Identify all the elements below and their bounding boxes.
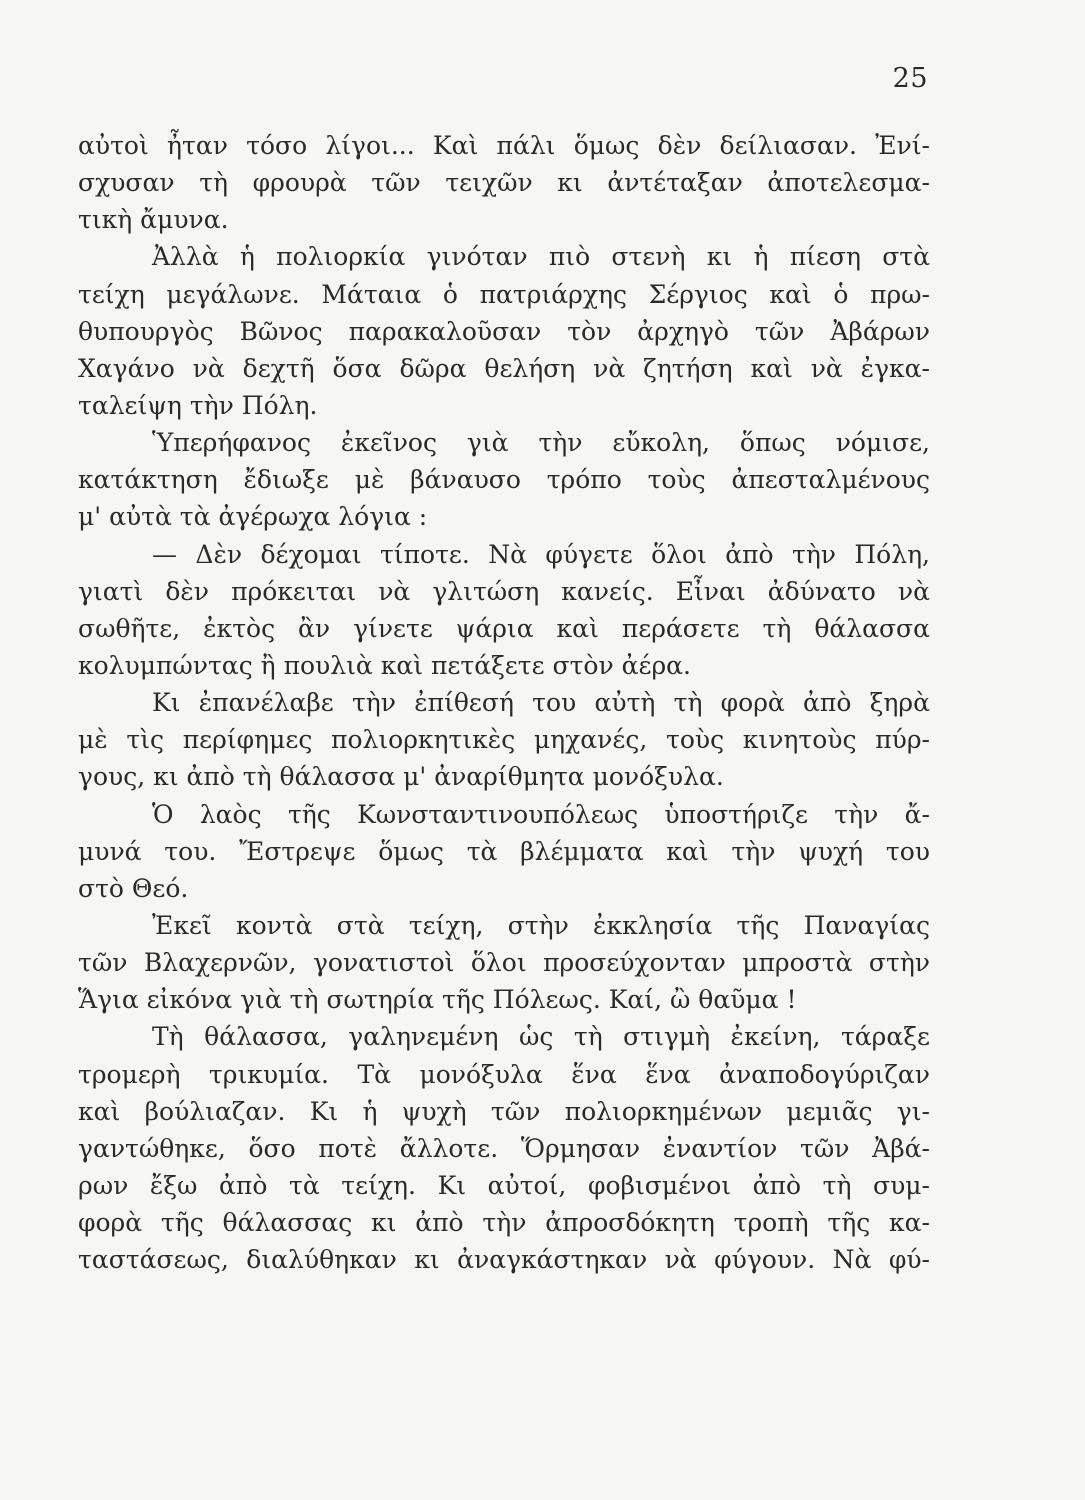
text-line: Ὑπερήφανος ἐκεῖνος γιὰ τὴν εὔκολη, ὅπως νόμισε, <box>152 428 930 458</box>
page-number: 25 <box>892 63 928 94</box>
text-line: Χαγάνο νὰ δεχτῆ ὅσα δῶρα θελήση νὰ ζητήση καὶ νὰ ἐγκα- <box>78 353 930 383</box>
text-line: γαντώθηκε, ὅσο ποτὲ ἄλλοτε. Ὅρμησαν ἐναντίον τῶν Ἀβά- <box>78 1133 930 1163</box>
text-line: ταλείψη τὴν Πόλη. <box>78 390 318 420</box>
text-line: γους, κι ἀπὸ τὴ θάλασσα μ' ἀναρίθμητα μονόξυλα. <box>78 762 724 792</box>
text-line: κολυμπώντας ἢ πουλιὰ καὶ πετάξετε στὸν ἀέρα. <box>78 650 691 680</box>
text-line: τῶν Βλαχερνῶν, γονατιστοὶ ὅλοι προσεύχονταν μπροστὰ στὴν <box>78 948 930 978</box>
text-line: Τὴ θάλασσα, γαληνεμένη ὡς τὴ στιγμὴ ἐκείνη, τάραξε <box>152 1022 930 1052</box>
paragraph <box>78 238 930 424</box>
text-line: σωθῆτε, ἐκτὸς ἂν γίνετε ψάρια καὶ περάσετε τὴ θάλασσα <box>78 613 930 643</box>
text-line: Ἐκεῖ κοντὰ στὰ τείχη, στὴν ἐκκλησία τῆς Παναγίας <box>152 910 930 940</box>
text-line: — Δὲν δέχομαι τίποτε. Νὰ φύγετε ὅλοι ἀπὸ τὴν Πόλη, <box>152 539 930 569</box>
text-line: τείχη μεγάλωνε. Μάταια ὁ πατριάρχης Σέργιος καὶ ὁ πρω- <box>78 279 930 309</box>
text-line: στὸ Θεό. <box>78 873 189 903</box>
paragraph <box>78 684 930 795</box>
text-line: Κι ἐπανέλαβε τὴν ἐπίθεσή του αὐτὴ τὴ φορὰ ἀπὸ ξηρὰ <box>152 688 930 718</box>
text-line: μὲ τὶς περίφημες πολιορκητικὲς μηχανές, τοὺς κινητοὺς πύρ- <box>78 725 930 755</box>
text-line: Ἀλλὰ ἡ πολιορκία γινόταν πιὸ στενὴ κι ἡ πίεση στὰ <box>152 242 930 272</box>
paragraph <box>78 127 930 238</box>
text-line: θυπουργὸς Βῶνος παρακαλοῦσαν τὸν ἀρχηγὸ τῶν Ἀβάρων <box>78 316 930 346</box>
paragraph <box>78 536 930 685</box>
text-line: μυνά του. Ἔστρεψε ὅμως τὰ βλέμματα καὶ τὴν ψυχή του <box>78 836 930 866</box>
paragraph <box>78 424 930 535</box>
text-line: ρων ἔξω ἀπὸ τὰ τείχη. Κι αὐτοί, φοβισμένοι ἀπὸ τὴ συμ- <box>78 1170 930 1200</box>
text-line: αὐτοὶ ἦταν τόσο λίγοι... Καὶ πάλι ὅμως δὲν δείλιασαν. Ἐνί- <box>78 131 930 160</box>
text-line: τικὴ ἄμυνα. <box>78 205 229 235</box>
paragraph <box>78 907 930 1018</box>
text-line: Ὁ λαὸς τῆς Κωνσταντινουπόλεως ὑποστήριζε τὴν ἄ- <box>152 799 930 829</box>
body-text <box>78 127 930 1278</box>
text-line: ταστάσεως, διαλύθηκαν κι ἀναγκάστηκαν νὰ φύγουν. Νὰ φύ- <box>78 1245 930 1275</box>
text-line: μ' αὐτὰ τὰ ἀγέρωχα λόγια : <box>78 502 428 532</box>
text-line: κατάκτηση ἔδιωξε μὲ βάναυσο τρόπο τοὺς ἀπεσταλμένους <box>78 465 930 495</box>
text-line: καὶ βούλιαζαν. Κι ἡ ψυχὴ τῶν πολιορκημένων μεμιᾶς γι- <box>78 1096 930 1126</box>
text-line: Ἅγια εἰκόνα γιὰ τὴ σωτηρία τῆς Πόλεως. Καί, ὢ θαῦμα ! <box>78 985 797 1015</box>
text-line: τρομερὴ τρικυμία. Τὰ μονόξυλα ἕνα ἕνα ἀναποδογύριζαν <box>78 1059 930 1089</box>
text-line: γιατὶ δὲν πρόκειται νὰ γλιτώση κανείς. Εἶναι ἀδύνατο νὰ <box>78 576 930 606</box>
text-line: σχυσαν τὴ φρουρὰ τῶν τειχῶν κι ἀντέταξαν ἀποτελεσμα- <box>78 168 930 198</box>
text-line: φορὰ τῆς θάλασσας κι ἀπὸ τὴν ἀπροσδόκητη τροπὴ τῆς κα- <box>78 1208 930 1238</box>
paragraph <box>78 1018 930 1278</box>
paragraph <box>78 796 930 907</box>
